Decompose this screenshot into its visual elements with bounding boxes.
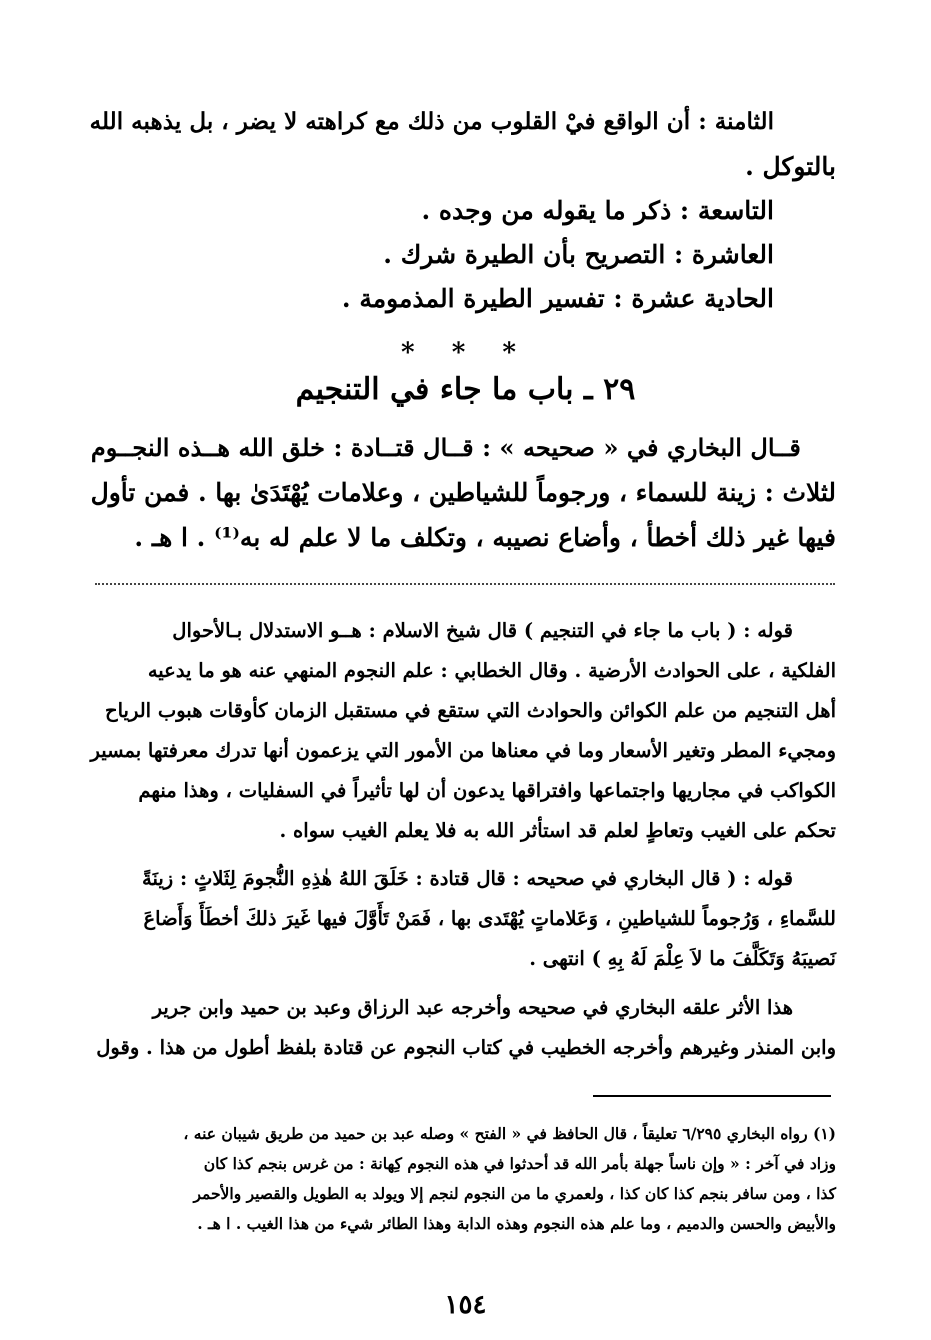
commentary-line: أهل التنجيم من علم الكوائن والحوادث التي ستقع في مستقبل الزمان كأوقات هبوب الرياح bbox=[105, 699, 836, 722]
point-line: بالتوكل . bbox=[745, 152, 836, 181]
commentary-line: ومجيء المطر وتغير الأسعار وما في معناها من الأمور التي يزعمون أنها تدرك معرفتها بمسير bbox=[90, 739, 836, 762]
point-line: الحادية عشرة : تفسير الطيرة المذمومة . bbox=[341, 284, 774, 313]
commentary-line: وابن المنذر وغيرهم وأخرجه الخطيب في كتاب النجوم عن قتادة بلفظ أطول من هذا . وقول bbox=[96, 1036, 836, 1059]
point-line: الثامنة : أن الواقع فيْ القلوب من ذلك مع كراهته لا يضر ، بل يذهبه الله bbox=[89, 108, 774, 135]
footnote-line: والأبيض والحسن والدميم ، وما علم هذه النجوم وهذه الدابة وهذا الطائر شيء من هذا الغيب . ا هـ . bbox=[197, 1214, 836, 1233]
commentary-line: قوله : ( باب ما جاء في التنجيم ) قال شيخ الاسلام : هــو الاستدلال بـالأحوال bbox=[172, 619, 793, 642]
point-line: التاسعة : ذكر ما يقوله من وجده . bbox=[421, 196, 774, 225]
footnote-line: وزاد في آخر : « وإن ناساً جهلة بأمر الله قد أحدثوا في هذه النجوم كِهانة : من غرس بنجم كذا كان bbox=[203, 1154, 836, 1173]
commentary-line: قوله : ( قال البخاري في صحيحه : قال قتادة : خَلَقَ اللهُ هٰذِهِ النُّجومَ لِثَلاثٍ : زينَةً bbox=[142, 867, 793, 890]
page-number: ١٥٤ bbox=[444, 1290, 487, 1320]
dotted-divider bbox=[95, 583, 835, 585]
commentary-line: للسَّماءِ ، وَرُجوماً للشياطينِ ، وَعَلاماتٍ يُهْتَدى بها ، فَمَنْ تَأَوَّلَ فيها غَيرَ ذلكَ أخطَأَ وَأَضاعَ bbox=[143, 907, 836, 930]
commentary-line: الفلكية ، على الحوادث الأرضية . وقال الخطابي : علم النجوم المنهي عنه هو ما يدعيه bbox=[147, 659, 836, 682]
commentary-line: الكواكب في مجاريها واجتماعها وافتراقها يدعون أن لها تأثيراً في السفليات ، وهذا منهم bbox=[138, 779, 836, 802]
main-text-line: لثلاث : زينة للسماء ، ورجوماً للشياطين ، وعلامات يُهْتَدَىٰ بها . فمن تأول bbox=[90, 478, 836, 507]
footnote-line: كذا ، ومن سافر بنجم كذا كان كذا ، ولعمري ما من النجوم لنجم إلا ويولد به الطويل والقصير والأحمر bbox=[193, 1184, 836, 1203]
footnote-rule bbox=[593, 1095, 831, 1097]
chapter-title: ٢٩ ـ باب ما جاء في التنجيم bbox=[295, 372, 636, 407]
main-text-line: قــال البخاري في « صحيحه » : قــال قتــادة : خلق الله هــذه النجــوم bbox=[90, 433, 801, 462]
commentary-line: هذا الأثر علقه البخاري في صحيحه وأخرجه عبد الرزاق وعبد بن حميد وابن جرير bbox=[152, 996, 793, 1019]
main-text-line: فيها غير ذلك أخطأ ، وأضاع نصيبه ، وتكلف ما لا علم له به⁽¹⁾ . ا هـ . bbox=[134, 523, 836, 552]
commentary-line: نَصيبَهُ وَتَكَلَّفَ ما لاَ عِلْمَ لَهُ بِهِ ) انتهى . bbox=[529, 947, 836, 970]
commentary-line: تحكم على الغيب وتعاطٍ لعلم قد استأثر الله به فلا يعلم الغيب سواه . bbox=[279, 819, 836, 842]
point-line: العاشرة : التصريح بأن الطيرة شرك . bbox=[383, 240, 774, 269]
footnote-line: (١) رواه البخاري ٦/٢٩٥ تعليقاً ، قال الحافظ في « الفتح » وصله عبد بن حميد من طريق شيبان عنه ، bbox=[183, 1124, 836, 1143]
section-separator-stars: * * * bbox=[401, 338, 530, 368]
